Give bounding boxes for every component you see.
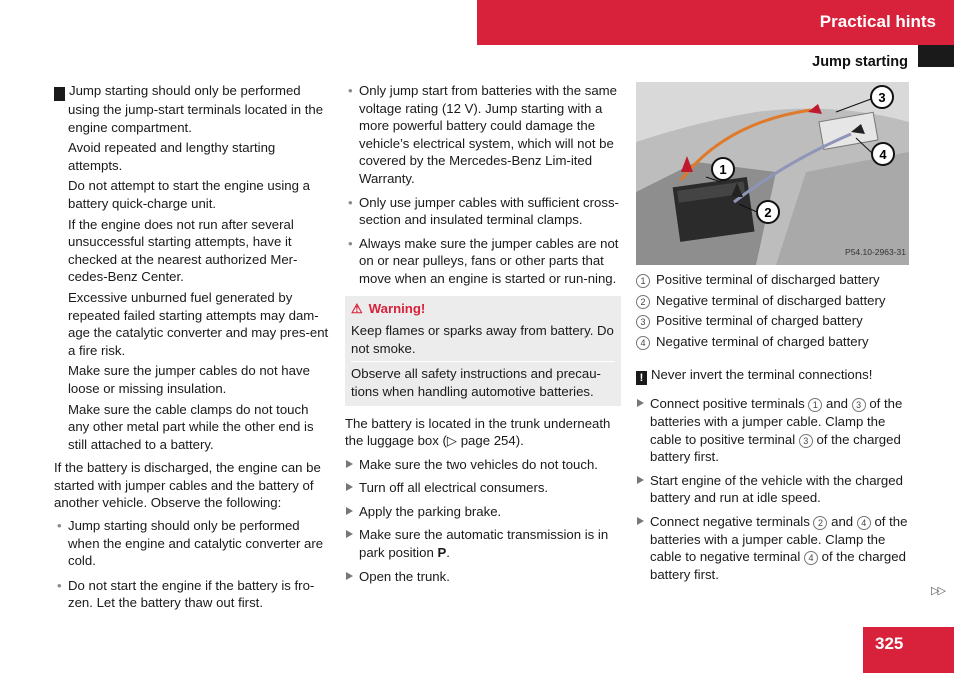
warning-box — [345, 296, 621, 406]
step-item: Open the trunk. — [345, 568, 621, 586]
note-item: Do not attempt to start the engine using a battery quick-charge unit. — [68, 178, 310, 211]
step-item: Make sure the automatic transmission is in park position P. — [345, 526, 621, 561]
note-paragraph: ! Never invert the terminal connections! — [636, 366, 910, 385]
warning-text: Keep flames or sparks away from battery. Do not smoke. — [351, 323, 614, 356]
legend-item: 4 Negative terminal of charged battery — [636, 333, 910, 351]
note-item: Excessive unburned fuel generated by repeated failed starting attempts may dam-age the catalytic converter and may pres-ent a fire risk. — [68, 289, 329, 358]
intro-paragraph: If the battery is discharged, the engine can be started with jumper cables and the battery of another vehicle. Observe the following: — [54, 460, 321, 511]
bullet-item: • Always make sure the jumper cables are not on or near pulleys, fans or other parts that move when an engine is started or run-ning. — [345, 235, 621, 288]
exclamation-icon: ! — [636, 371, 647, 385]
location-paragraph: The battery is located in the trunk underneath the luggage box (▷ page 254). — [345, 415, 611, 449]
bullet-item: • Do not start the engine if the battery is fro-zen. Let the battery thaw out first. — [54, 577, 330, 612]
callout-label: 1 — [719, 162, 727, 177]
warning-heading: ⚠ Warning! — [351, 300, 426, 316]
note-paragraph: ! Jump starting should only be performed using the jump-start terminals located in the engine compartment. — [50, 83, 324, 135]
continue-arrow-icon: ▷▷ — [931, 585, 944, 597]
exclamation-icon: ! — [54, 87, 65, 101]
column-1 — [50, 82, 330, 612]
photo-code: P54.10-2963-31 — [845, 247, 906, 258]
section-tab-marker — [918, 45, 954, 67]
step-item: Connect negative terminals 2 and 4 of the batteries with a jumper cable. Clamp the cable to negative terminal 4 of the charged battery first. — [636, 513, 910, 583]
warning-triangle-icon: ⚠ — [351, 300, 363, 316]
bullet-item: • Jump starting should only be performed when the engine and catalytic converter are cold. — [54, 517, 330, 570]
legend-list — [636, 271, 910, 350]
note-item: Make sure the jumper cables do not have loose or missing insulation. — [68, 363, 310, 396]
column-3 — [636, 82, 910, 583]
step-item: Make sure the two vehicles do not touch. — [345, 456, 621, 474]
warning-text: Observe all safety instructions and precau-tions when handling automotive batteries. — [351, 361, 615, 400]
page-number: 325 — [875, 634, 904, 653]
step-item: Apply the parking brake. — [345, 503, 621, 521]
note-item: If the engine does not run after several unsuccessful starting attempts, have it checked at the nearest authorized Mer-cedes-Benz Center. — [68, 216, 298, 285]
section-title: Jump starting — [812, 54, 908, 70]
callout-label: 2 — [764, 205, 772, 220]
battery-photo — [636, 82, 909, 265]
legend-item: 3 Positive terminal of charged battery — [636, 312, 910, 330]
legend-item: 1 Positive terminal of discharged battery — [636, 271, 910, 289]
column-2 — [345, 82, 621, 585]
step-item: Start engine of the vehicle with the charged battery and run at idle speed. — [636, 472, 910, 507]
legend-item: 2 Negative terminal of discharged battery — [636, 292, 910, 310]
header-bar — [477, 0, 954, 45]
step-item: Turn off all electrical consumers. — [345, 479, 621, 497]
step-item: Connect positive terminals 1 and 3 of the batteries with a jumper cable. Clamp the cable to positive terminal 3 of the charged battery first. — [636, 395, 910, 465]
bullet-item: • Only use jumper cables with sufficient cross-section and insulated terminal clamps. — [345, 194, 621, 229]
battery-illustration — [636, 82, 909, 265]
callout-label: 3 — [878, 90, 886, 105]
note-item: Avoid repeated and lengthy starting attempts. — [68, 140, 276, 173]
chapter-title: Practical hints — [819, 12, 936, 31]
bullet-item: • Only jump start from batteries with the same voltage rating (12 V). Jump starting with a more powerful battery could damage the vehicle’s electrical system, which will not be covered by the Mercedes-Benz Lim-ited Warranty. — [345, 82, 621, 188]
callout-label: 4 — [879, 147, 887, 162]
note-item: Make sure the cable clamps do not touch any other metal part while the other end is still attached to a battery. — [68, 401, 314, 452]
